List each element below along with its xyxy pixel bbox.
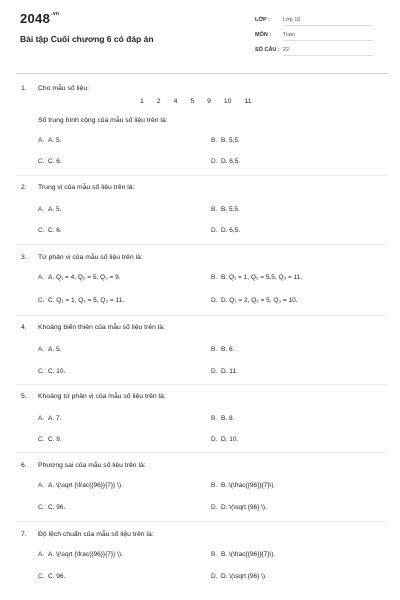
- option-letter: C.: [38, 158, 45, 165]
- option-text: C. 6.: [48, 158, 62, 165]
- question-divider: [16, 315, 388, 316]
- meta-count-value: 22: [283, 47, 373, 56]
- data-value: 9: [207, 98, 211, 105]
- option-b[interactable]: [211, 415, 234, 422]
- option-text: B. Q₁ = 1, Q₂ = 5,5, Q₃ = 11.: [221, 274, 303, 281]
- option-letter: B.: [211, 415, 218, 422]
- option-letter: D.: [211, 227, 218, 234]
- option-text: D. 10.: [221, 436, 239, 443]
- option-text: B. 8.: [221, 415, 235, 422]
- question-number: 2.: [21, 184, 27, 191]
- option-letter: A.: [38, 346, 45, 353]
- data-value: 4: [173, 98, 178, 105]
- option-letter: C.: [38, 297, 45, 304]
- meta-class-key: LỚP :: [255, 17, 270, 23]
- option-text: A. 5.: [48, 206, 62, 213]
- data-value: 10: [223, 98, 232, 105]
- option-letter: B.: [211, 206, 218, 213]
- question-divider: [16, 244, 388, 245]
- option-c[interactable]: [38, 297, 124, 304]
- option-a[interactable]: [38, 206, 61, 213]
- meta-subject-key: MÔN :: [255, 32, 272, 38]
- option-c[interactable]: [38, 573, 65, 580]
- data-value: 5: [190, 98, 195, 105]
- question-number: 5.: [21, 393, 27, 400]
- option-text: C. 96.: [48, 573, 66, 580]
- option-text: B. 5,5.: [221, 206, 240, 213]
- option-b[interactable]: [211, 551, 275, 558]
- option-a[interactable]: [38, 482, 123, 489]
- option-letter: C.: [38, 227, 45, 234]
- question-divider: [16, 384, 388, 385]
- option-b[interactable]: [211, 137, 240, 144]
- question-stem: Phương sai của mẫu số liệu trên là:: [38, 462, 146, 469]
- option-a[interactable]: [38, 415, 61, 422]
- option-text: B. 5,5.: [221, 137, 240, 144]
- question-stem: Độ lệch chuẩn của mẫu số liệu trên là:: [38, 531, 154, 538]
- question-sub-stem: Số trung bình cộng của mẫu số liệu trên là:: [38, 117, 168, 124]
- option-text: D. 6,5.: [221, 227, 241, 234]
- worksheet-title: Bài tập Cuối chương 6 có đáp án: [20, 34, 154, 44]
- worksheet-header: [0, 0, 400, 70]
- meta-class-value: Lớp 10: [283, 17, 373, 26]
- option-text: C. 10.: [48, 368, 66, 375]
- option-letter: D.: [211, 368, 218, 375]
- option-d[interactable]: [211, 297, 298, 304]
- option-letter: C.: [38, 436, 45, 443]
- option-letter: D.: [211, 436, 218, 443]
- question-divider: [16, 452, 388, 453]
- data-sample: [140, 98, 280, 105]
- option-text: C. Q₁ = 1, Q₂ = 5, Q₃ = 11.: [48, 297, 125, 304]
- option-letter: C.: [38, 368, 45, 375]
- option-c[interactable]: [38, 368, 65, 375]
- option-letter: A.: [38, 206, 45, 213]
- option-letter: A.: [38, 551, 45, 558]
- option-d[interactable]: [211, 436, 238, 443]
- option-text: C. 6.: [48, 227, 62, 234]
- option-text: A. Q₁ = 4, Q₂ = 5, Q₃ = 9.: [48, 274, 121, 281]
- option-d[interactable]: [211, 573, 267, 580]
- question-number: 3.: [21, 254, 27, 261]
- option-b[interactable]: [211, 206, 240, 213]
- header-divider: [16, 73, 388, 74]
- option-text: A. 5.: [48, 346, 62, 353]
- logo-suffix: .vn: [51, 11, 60, 17]
- option-c[interactable]: [38, 227, 62, 234]
- option-d[interactable]: [211, 227, 240, 234]
- option-letter: B.: [211, 551, 218, 558]
- question-stem: Khoảng biến thiên của mẫu số liệu trên là:: [38, 324, 165, 331]
- question-stem: Tứ phân vị của mẫu số liệu trên là:: [38, 254, 143, 261]
- option-d[interactable]: [211, 158, 240, 165]
- option-text: D. 11.: [221, 368, 238, 375]
- option-text: C. 9.: [48, 436, 62, 443]
- option-text: D. Q₁ = 2, Q₂ = 5, Q₃ = 10.: [221, 297, 298, 304]
- option-d[interactable]: [211, 368, 238, 375]
- option-letter: B.: [211, 346, 218, 353]
- meta-subject-value: Toán: [283, 32, 373, 41]
- option-letter: A.: [38, 415, 45, 422]
- option-letter: D.: [211, 573, 218, 580]
- meta-count-key: SỐ CÂU :: [255, 47, 280, 53]
- option-d[interactable]: [211, 504, 267, 511]
- option-text: C. 96.: [48, 504, 66, 511]
- question-number: 4.: [21, 324, 27, 331]
- data-value: 2: [156, 98, 161, 105]
- option-text: B. \(\frac{{96}}{7}\).: [221, 482, 276, 489]
- data-value: 1: [140, 98, 144, 105]
- option-letter: D.: [211, 158, 218, 165]
- option-c[interactable]: [38, 158, 62, 165]
- option-letter: B.: [211, 137, 218, 144]
- option-letter: B.: [211, 482, 218, 489]
- option-c[interactable]: [38, 436, 62, 443]
- option-letter: B.: [211, 274, 218, 281]
- option-text: D. \(\sqrt {96} \).: [221, 573, 267, 580]
- option-text: A. 5.: [48, 137, 62, 144]
- question-stem: Cho mẫu số liệu:: [38, 85, 90, 92]
- option-b[interactable]: [211, 482, 275, 489]
- option-letter: A.: [38, 482, 45, 489]
- option-text: A. \(\sqrt {\frac{{96}}{7}} \).: [48, 482, 123, 489]
- data-value: 11: [244, 98, 252, 105]
- question-stem: Khoảng tứ phân vị của mẫu số liệu trên là:: [38, 393, 166, 400]
- option-letter: C.: [38, 504, 45, 511]
- site-logo[interactable]: [20, 11, 59, 26]
- question-number: 6.: [21, 462, 27, 469]
- option-a[interactable]: [38, 551, 123, 558]
- option-letter: A.: [38, 274, 45, 281]
- option-a[interactable]: [38, 137, 61, 144]
- option-text: B. 6.: [221, 346, 235, 353]
- option-text: A. \(\sqrt {\frac{{96}}{7}} \).: [48, 551, 123, 558]
- option-letter: C.: [38, 573, 45, 580]
- option-letter: D.: [211, 504, 218, 511]
- option-text: A. 7.: [48, 415, 62, 422]
- option-text: B. \(\frac{{96}}{7}\).: [221, 551, 276, 558]
- option-letter: A.: [38, 137, 45, 144]
- option-a[interactable]: [38, 274, 121, 281]
- option-text: D. \(\sqrt {96} \).: [221, 504, 267, 511]
- option-b[interactable]: [211, 346, 234, 353]
- option-text: D. 6,5.: [221, 158, 241, 165]
- option-b[interactable]: [211, 274, 302, 281]
- question-stem: Trung vị của mẫu số liệu trên là:: [38, 184, 135, 191]
- question-divider: [16, 175, 388, 176]
- option-a[interactable]: [38, 346, 61, 353]
- option-c[interactable]: [38, 504, 65, 511]
- question-number: 7.: [21, 531, 27, 538]
- question-number: 1.: [21, 85, 27, 92]
- question-divider: [16, 521, 388, 522]
- logo-text: 2048: [20, 11, 51, 26]
- option-letter: D.: [211, 297, 218, 304]
